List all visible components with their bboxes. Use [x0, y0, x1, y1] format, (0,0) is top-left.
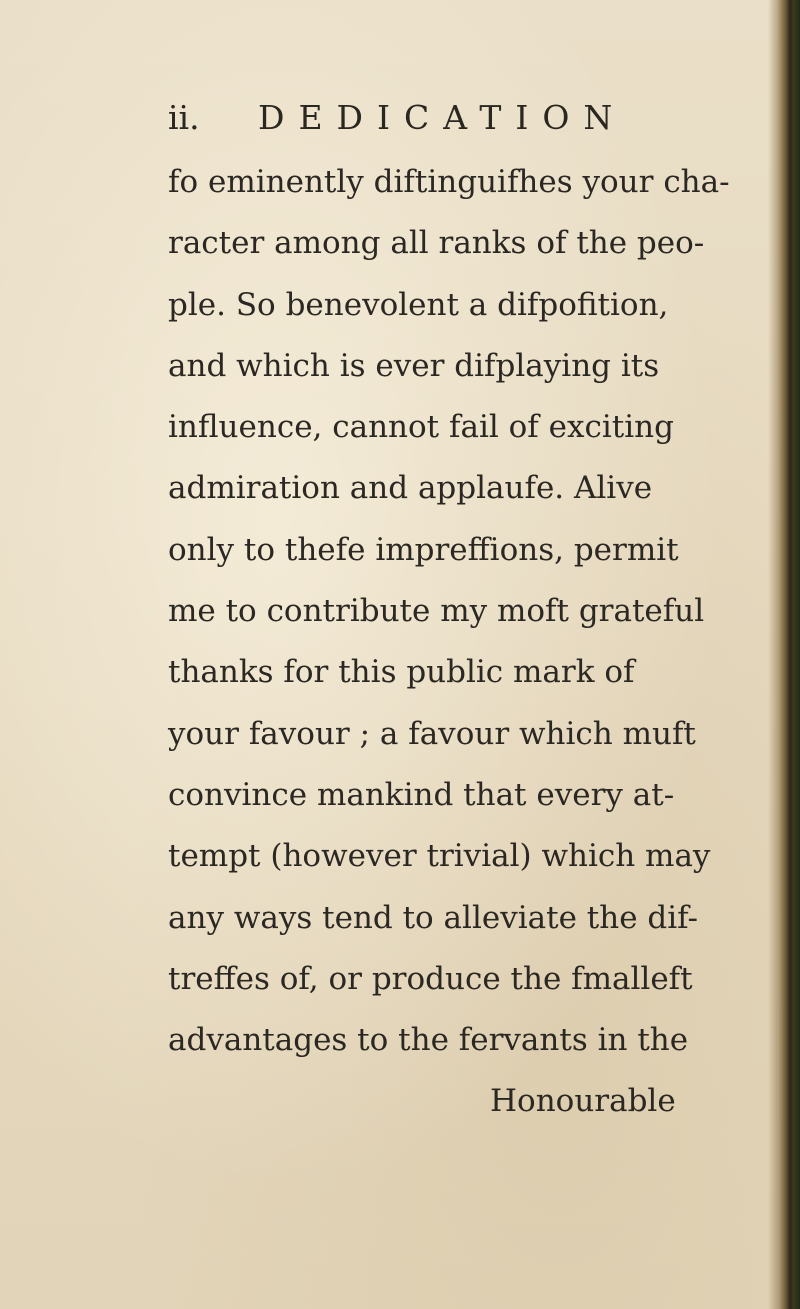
- text-line: racter among all ranks of the peo-: [168, 225, 705, 262]
- text-line: treffes of, or produce the fmalleft: [168, 960, 693, 997]
- text-line: me to contribute my moft grateful: [168, 593, 705, 630]
- running-title: DEDICATION: [258, 98, 627, 137]
- text-line: any ways tend to alleviate the dif-: [168, 899, 698, 936]
- text-line: admiration and applaufe. Alive: [168, 470, 653, 507]
- text-line: only to thefe impreffions, permit: [168, 531, 679, 568]
- body-text: [168, 152, 728, 1133]
- book-binding-edge: [778, 0, 800, 1309]
- catchword: Honourable: [490, 1083, 676, 1120]
- text-line: fo eminently diftinguifhes your cha-: [168, 164, 730, 200]
- text-line: advantages to the fervants in the: [168, 1022, 689, 1059]
- page-header: [168, 98, 728, 148]
- text-line: thanks for this public mark of: [168, 654, 635, 691]
- text-line: and which is ever difplaying its: [168, 347, 660, 384]
- page-gutter-shadow: [768, 0, 778, 1309]
- text-line: tempt (however trivial) which may: [168, 838, 711, 875]
- text-line: convince mankind that every at-: [168, 776, 675, 813]
- text-line: your favour ; a favour which muft: [168, 715, 696, 752]
- text-line: influence, cannot fail of exciting: [168, 409, 674, 446]
- page-number: ii.: [168, 98, 200, 137]
- text-line: ple. So benevolent a difpofition,: [168, 286, 669, 323]
